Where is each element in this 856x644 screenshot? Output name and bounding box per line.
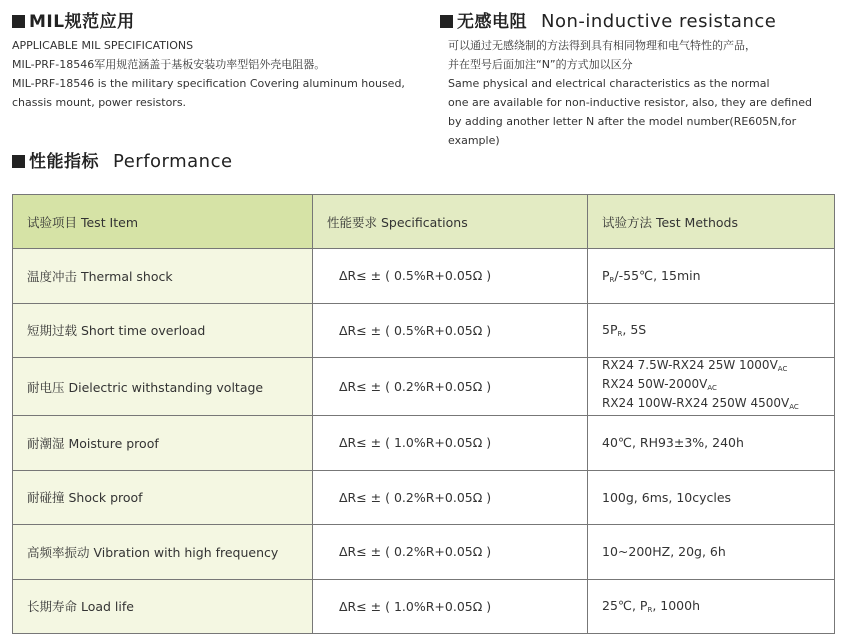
cell-test-method: 100g, 6ms, 10cycles	[588, 470, 835, 525]
mil-line: APPLICABLE MIL SPECIFICATIONS	[12, 39, 194, 52]
header-specifications: 性能要求 Specifications	[313, 195, 588, 249]
mil-line: MIL-PRF-18546 is the military specification Covering aluminum housed,	[12, 77, 405, 90]
square-bullet-icon	[12, 15, 25, 28]
table-row	[13, 249, 835, 304]
mil-heading	[12, 8, 432, 36]
table-header-row	[13, 195, 835, 249]
cell-specification: ΔR≤ ± ( 1.0%R+0.05Ω )	[313, 579, 588, 634]
header-test-methods: 试验方法 Test Methods	[588, 195, 835, 249]
mil-lines	[12, 36, 432, 112]
cell-test-item: 高频率振动 Vibration with high frequency	[13, 525, 313, 580]
cell-specification: ΔR≤ ± ( 0.5%R+0.05Ω )	[313, 249, 588, 304]
noninductive-line: one are available for non-inductive resistor, also, they are defined	[448, 96, 812, 109]
table-row	[13, 470, 835, 525]
cell-test-method: 10~200HZ, 20g, 6h	[588, 525, 835, 580]
header-test-item: 试验项目 Test Item	[13, 195, 313, 249]
cell-test-method: 40℃, RH93±3%, 240h	[588, 416, 835, 471]
performance-table	[12, 194, 835, 634]
table-row	[13, 525, 835, 580]
mil-heading-text: MIL规范应用	[29, 12, 135, 32]
mil-line: MIL-PRF-18546军用规范涵盖于基板安装功率型铝外壳电阻器。	[12, 58, 326, 71]
cell-specification: ΔR≤ ± ( 1.0%R+0.05Ω )	[313, 416, 588, 471]
cell-specification: ΔR≤ ± ( 0.5%R+0.05Ω )	[313, 303, 588, 358]
table-row	[13, 416, 835, 471]
table-row	[13, 358, 835, 416]
cell-test-item: 短期过载 Short time overload	[13, 303, 313, 358]
cell-specification: ΔR≤ ± ( 0.2%R+0.05Ω )	[313, 358, 588, 416]
performance-section	[12, 148, 233, 176]
noninductive-section	[440, 8, 850, 150]
table-row	[13, 303, 835, 358]
cell-specification: ΔR≤ ± ( 0.2%R+0.05Ω )	[313, 525, 588, 580]
noninductive-lines	[440, 36, 850, 150]
square-bullet-icon	[440, 15, 453, 28]
cell-test-item: 耐潮湿 Moisture proof	[13, 416, 313, 471]
performance-heading-en: Performance	[113, 151, 233, 172]
noninductive-line: Same physical and electrical characteristics as the normal	[448, 77, 770, 90]
square-bullet-icon	[12, 155, 25, 168]
mil-line: chassis mount, power resistors.	[12, 96, 187, 109]
performance-table-wrap	[12, 194, 834, 634]
noninductive-line: by adding another letter N after the model number(RE605N,for example)	[448, 115, 797, 147]
cell-test-item: 长期寿命 Load life	[13, 579, 313, 634]
cell-test-method: 25℃, $P_R$, 1000h	[588, 579, 835, 634]
noninductive-heading-cn: 无感电阻	[457, 12, 527, 32]
cell-test-method: $P_R/-55℃$, 15min	[588, 249, 835, 304]
noninductive-line: 并在型号后面加注“N”的方式加以区分	[448, 58, 633, 71]
mil-section	[12, 8, 432, 112]
noninductive-heading	[440, 8, 850, 36]
cell-test-item: 温度冲击 Thermal shock	[13, 249, 313, 304]
cell-test-method: $5P_R$, 5S	[588, 303, 835, 358]
cell-specification: ΔR≤ ± ( 0.2%R+0.05Ω )	[313, 470, 588, 525]
cell-test-item: 耐电压 Dielectric withstanding voltage	[13, 358, 313, 416]
performance-heading	[12, 148, 233, 176]
table-row	[13, 579, 835, 634]
cell-test-item: 耐碰撞 Shock proof	[13, 470, 313, 525]
noninductive-line: 可以通过无感绕制的方法得到具有相同物理和电气特性的产品，	[448, 39, 756, 52]
noninductive-heading-en: Non-inductive resistance	[541, 11, 777, 32]
cell-test-method: RX24 7.5W-RX24 25W $1000V_{AC}$ RX24 $50W-2000V_{AC}$ RX24 100W-RX24 250W $4500V_{AC}$	[588, 358, 835, 416]
performance-heading-cn: 性能指标	[29, 152, 99, 172]
